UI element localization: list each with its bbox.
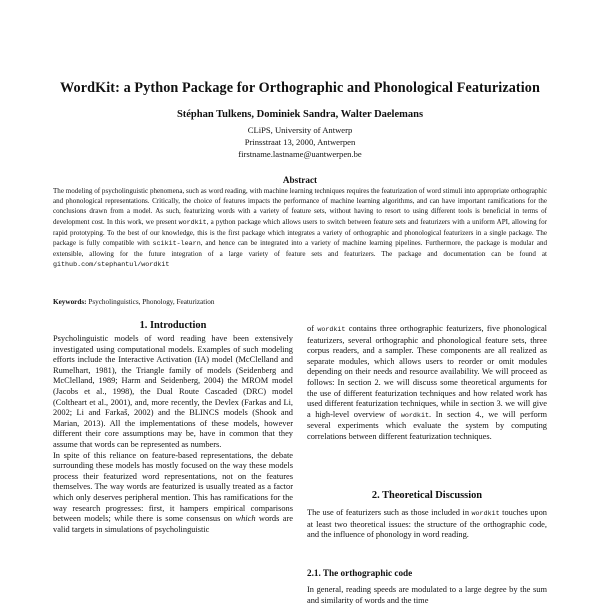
- intro-paragraph-1: Psycholinguistic models of word reading have been extensively investigated using computational models. Examples of such modeling efforts include the Interactive Activation (IA) model (McClelland and Rumelhart, 1981), the Triangle family of models (Seidenberg and McClelland, 1989; Harm and Seidenberg, 2004) the MROM model (Jacobs et al., 1998), the Dual Route Cascaded (DRC) model (Coltheart et al., 2001), and, more recently, the Devlex (Farkas and Li, 2002; Li and Farkaš, 2002) and the BLINCS models (Shook and Marian, 2013). All the implementations of these models, however different their core assumptions may be, have in common that they assume that words can be represented as numbers.: [53, 334, 293, 449]
- abstract-code-wordkit: wordkit: [178, 218, 207, 227]
- keywords-text: Psycholinguistics, Phonology, Featurization: [86, 298, 215, 306]
- intro-column: [53, 334, 293, 535]
- author-list: Stéphan Tulkens, Dominiek Sandra, Walter Daelemans: [176, 109, 424, 120]
- theory-paragraph-1: [307, 508, 547, 541]
- ortho-paragraph-1: In general, reading speeds are modulated to a large degree by the sum and similarity of words and the time: [307, 585, 547, 605]
- ortho-column: [307, 585, 547, 606]
- affiliation-org: CLiPS, University of Antwerp: [247, 125, 353, 135]
- theory-column: [307, 508, 547, 541]
- intro-p2-text-a: In spite of this reliance on feature-based representations, the debate surrounding these models has mostly focused on the way these models process their featurized word representations, not on the features themselves. The way words are featurized is usually treated as a factor which only deserves peripheral mention. This has ramifications for the way research progresses: first, it hampers empirical comparisons between models; while there is some consensus on: [53, 450, 293, 524]
- right-p1-code: wordkit: [317, 326, 346, 334]
- ortho-heading: 2.1. The orthographic code: [307, 568, 413, 578]
- paper-title: WordKit: a Python Package for Orthographic and Phonological Featurization: [60, 80, 540, 96]
- right-p1-pre: of: [307, 324, 318, 333]
- abstract-text-2: , a python package which allows users to switch between feature sets and featurizers with a uniform API, allowing for rapid prototyping. To the best of our knowledge, this is the first package which integrates a variety of orthographic and phonological featurizers in a single package. The package is fully compatible with: [53, 217, 547, 248]
- theory-heading: 2. Theoretical Discussion: [371, 490, 483, 501]
- theory-p1-text-b: touches upon at least two theoretical issues: the structure of the orthographic code, and the influence of phonology in word reading.: [307, 508, 547, 540]
- keywords-line: [53, 298, 214, 306]
- intro-p2-italic: which: [235, 514, 256, 524]
- keywords-label: Keywords:: [53, 298, 87, 306]
- right-paragraph-1: [307, 324, 547, 443]
- affiliation-email: firstname.lastname@uantwerpen.be: [238, 149, 362, 159]
- abstract-code-url: github.com/stephantul/wordkit: [53, 261, 170, 270]
- theory-p1-code: wordkit: [471, 510, 500, 518]
- abstract-text-1: The modeling of psycholinguistic phenomena, such as word reading, with machine learning techniques requires the featurization of word stimuli into appropriate orthographic and phonological representations. Critically, the choice of features impacts the performance of machine learning algorithms, and can have important ramifications for the conclusions drawn from a model. As such, featurizing words with a variety of feature sets, without having to resort to using different tools is beneficial in terms of development cost. In this work, we present: [53, 187, 547, 226]
- abstract-code-scikit: scikit-learn: [152, 240, 201, 249]
- intro-p2-text-b: words are valid targets in simulations of psycholinguistic: [53, 514, 293, 534]
- right-column-intro-continued: [307, 324, 547, 443]
- theory-p1-text-a: The use of featurizers such as those included in: [307, 508, 472, 517]
- intro-heading: 1. Introduction: [139, 320, 207, 331]
- abstract-body: [53, 186, 547, 271]
- abstract-heading: Abstract: [282, 175, 318, 185]
- abstract-text-3: , and hence can be integrated into a variety of machine learning pipelines. Furthermore, the package is modular and extensible, allowing for the future integration of a large variety of feature sets and featurizers. The package and documentation can be found at: [53, 239, 547, 259]
- intro-paragraph-2: [53, 451, 293, 536]
- affiliation-address: Prinsstraat 13, 2000, Antwerpen: [244, 137, 356, 147]
- right-p1-text-b: . In section 4., we will perform several experiments which evaluate the system by computing correlations between different featurization techniques.: [307, 409, 547, 441]
- right-p1-code-2: wordkit: [400, 411, 429, 420]
- right-p1-text-a: contains three orthographic featurizers, five phonological featurizers, several orthographic and phonological feature sets, three corpus readers, and a sampler. These components are all realized as separate modules, which allows users to reorder or omit modules depending on their needs and resource availability. We will proceed as follows: In section 2. we will discuss some theoretical arguments for the use of different featurization techniques and how related work has used different featurization techniques, while in section 3. we will give a high-level overview of: [307, 324, 547, 419]
